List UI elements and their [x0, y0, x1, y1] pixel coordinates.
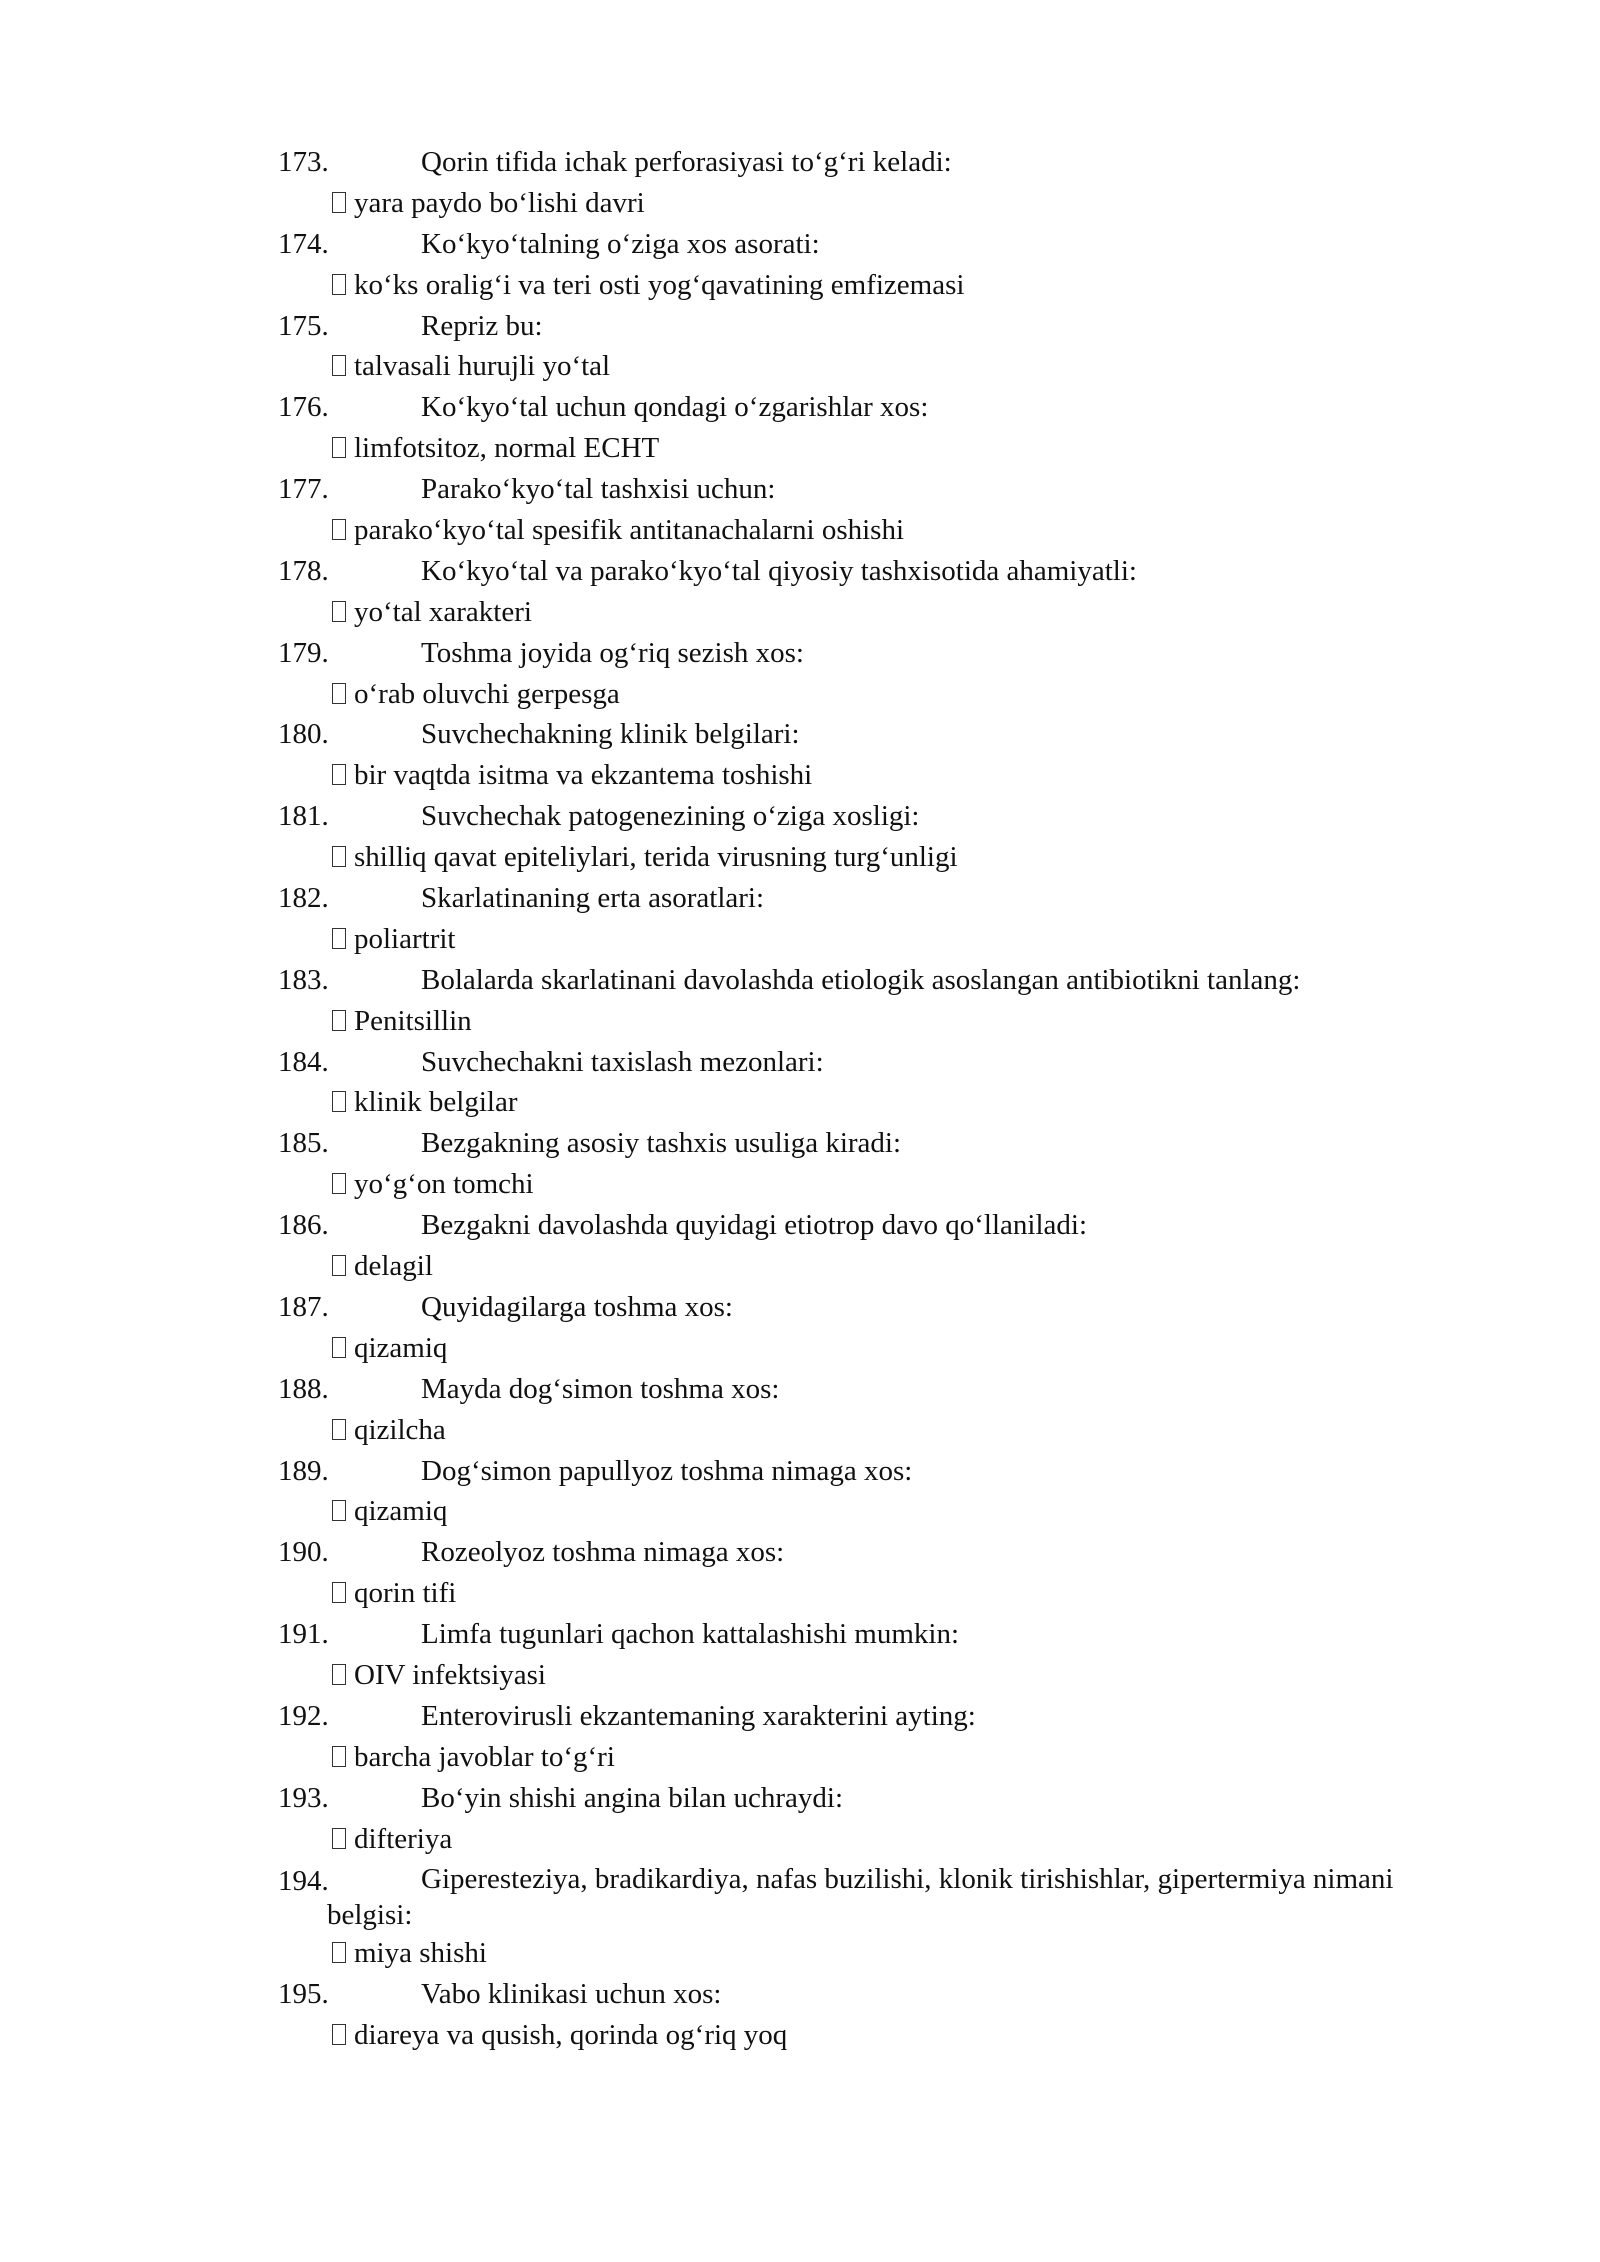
checkbox-icon: [332, 1337, 346, 1358]
question-number: 179.: [278, 636, 329, 669]
answer-row: [0, 1933, 1600, 1974]
question-item: [0, 878, 1600, 960]
checkbox-icon: [332, 764, 346, 785]
question-item: [0, 142, 1600, 224]
question-item: [0, 1205, 1600, 1287]
question-number: 195.: [278, 1978, 329, 2011]
question-item: [0, 387, 1600, 469]
question-number: 185.: [278, 1127, 329, 1160]
question-number: 193.: [278, 1781, 329, 1814]
question-item: [0, 714, 1600, 796]
question-text: Ko‘kyo‘tal va parako‘kyo‘tal qiyosiy tashxisotida ahamiyatli:: [421, 554, 1137, 587]
answer-text: yo‘tal xarakteri: [354, 595, 532, 628]
answer-row: [0, 1410, 1600, 1451]
checkbox-icon: [332, 1255, 346, 1276]
checkbox-icon: [332, 519, 346, 540]
question-text: Dog‘simon papullyoz toshma nimaga xos:: [421, 1454, 913, 1487]
checkbox-icon: [332, 1828, 346, 1849]
checkbox-icon: [332, 683, 346, 704]
question-number: 174.: [278, 227, 329, 260]
question-item: [0, 1532, 1600, 1614]
answer-row: [0, 428, 1600, 469]
answer-row: [0, 837, 1600, 878]
checkbox-icon: [332, 1942, 346, 1963]
question-item: [0, 1042, 1600, 1124]
checkbox-icon: [332, 1173, 346, 1194]
answer-row: [0, 674, 1600, 715]
checkbox-icon: [332, 437, 346, 458]
question-text: Bo‘yin shishi angina bilan uchraydi:: [421, 1781, 844, 1814]
question-row: [0, 714, 1600, 755]
answer-text: barcha javoblar to‘g‘ri: [354, 1740, 615, 1773]
answer-text: shilliq qavat epiteliylari, terida virusning turg‘unligi: [354, 841, 958, 874]
question-number: 190.: [278, 1536, 329, 1569]
answer-text: qizilcha: [354, 1413, 446, 1446]
answer-row: [0, 919, 1600, 960]
question-text: Ko‘kyo‘talning o‘ziga xos asorati:: [421, 227, 820, 260]
question-number: 187.: [278, 1290, 329, 1323]
question-text: Toshma joyida og‘riq sezish xos:: [421, 636, 804, 669]
question-number: 194.: [278, 1865, 329, 1898]
question-number: 180.: [278, 718, 329, 751]
question-row: [0, 469, 1600, 510]
question-text: Repriz bu:: [421, 309, 543, 342]
question-text: Bezgakning asosiy tashxis usuliga kiradi:: [421, 1127, 902, 1160]
question-row: [0, 224, 1600, 265]
checkbox-icon: [332, 1010, 346, 1031]
checkbox-icon: [332, 601, 346, 622]
question-number: 184.: [278, 1045, 329, 1078]
question-number: 191.: [278, 1618, 329, 1651]
checkbox-icon: [332, 355, 346, 376]
question-number: 173.: [278, 146, 329, 178]
question-row: [0, 960, 1600, 1001]
question-text: Ko‘kyo‘tal uchun qondagi o‘zgarishlar xos:: [421, 391, 929, 424]
question-text: Parako‘kyo‘tal tashxisi uchun:: [421, 473, 776, 506]
answer-row: [0, 1655, 1600, 1696]
checkbox-icon: [332, 1746, 346, 1767]
answer-text: bir vaqtda isitma va ekzantema toshishi: [354, 759, 813, 792]
question-item: [0, 551, 1600, 633]
question-item: [0, 224, 1600, 306]
question-item: [0, 1778, 1600, 1860]
checkbox-icon: [332, 1664, 346, 1685]
question-row: [0, 1696, 1600, 1737]
answer-row: [0, 1737, 1600, 1778]
question-number: 188.: [278, 1372, 329, 1405]
question-text: Enterovirusli ekzantemaning xarakterini ayting:: [421, 1699, 976, 1732]
answer-row: [0, 183, 1600, 224]
question-item: [0, 306, 1600, 388]
checkbox-icon: [332, 846, 346, 867]
question-number: 182.: [278, 882, 329, 915]
question-text: Quyidagilarga toshma xos:: [421, 1290, 733, 1323]
question-row: [0, 1369, 1600, 1410]
question-row: [0, 633, 1600, 674]
question-row: [0, 551, 1600, 592]
question-item: [0, 1369, 1600, 1451]
question-item: [0, 1614, 1600, 1696]
checkbox-icon: [332, 2024, 346, 2045]
question-number: 192.: [278, 1699, 329, 1732]
checkbox-icon: [332, 1582, 346, 1603]
answer-text: klinik belgilar: [354, 1086, 518, 1119]
question-item: [0, 1287, 1600, 1369]
question-number: 175.: [278, 309, 329, 342]
checkbox-icon: [332, 274, 346, 295]
answer-row: [0, 1491, 1600, 1532]
question-number: 178.: [278, 554, 329, 587]
question-row: [0, 1778, 1600, 1819]
answer-row: [0, 1082, 1600, 1123]
checkbox-icon: [332, 1500, 346, 1521]
checkbox-icon: [332, 1419, 346, 1440]
answer-row: [0, 592, 1600, 633]
answer-text: parako‘kyo‘tal spesifik antitanachalarni oshishi: [354, 514, 905, 547]
question-text: Suvchechakning klinik belgilari:: [421, 718, 800, 751]
question-text: Limfa tugunlari qachon kattalashishi mumkin:: [421, 1618, 960, 1651]
question-text: Giperesteziya, bradikardiya, nafas buzilishi, klonik tirishishlar, gipertermiya nimani belgisi:: [327, 1863, 1394, 1932]
answer-text: talvasali hurujli yo‘tal: [354, 350, 611, 383]
question-item: [0, 960, 1600, 1042]
checkbox-icon: [332, 1091, 346, 1112]
question-row: [0, 1532, 1600, 1573]
answer-text: limfotsitoz, normal ECHT: [354, 432, 660, 465]
answer-row: [0, 2015, 1600, 2056]
question-number: 189.: [278, 1454, 329, 1487]
answer-row: [0, 1164, 1600, 1205]
answer-row: [0, 1328, 1600, 1369]
question-text: Suvchechakni taxislash mezonlari:: [421, 1045, 824, 1078]
question-text: Bolalarda skarlatinani davolashda etiologik asoslangan antibiotikni tanlang:: [421, 963, 1301, 996]
answer-row: [0, 1246, 1600, 1287]
question-row: [0, 387, 1600, 428]
question-row: [0, 1205, 1600, 1246]
question-number: 186.: [278, 1209, 329, 1242]
question-row: [0, 1859, 1600, 1933]
answer-row: [0, 265, 1600, 306]
question-text: Skarlatinaning erta asoratlari:: [421, 882, 765, 915]
answer-row: [0, 755, 1600, 796]
answer-text: qizamiq: [354, 1495, 448, 1528]
question-row: [0, 1974, 1600, 2015]
question-row: [0, 796, 1600, 837]
question-text: Mayda dog‘simon toshma xos:: [421, 1372, 780, 1405]
answer-text: ko‘ks oralig‘i va teri osti yog‘qavatining emfizemasi: [354, 268, 965, 301]
question-item: [0, 796, 1600, 878]
question-row: [0, 1451, 1600, 1492]
answer-text: yo‘g‘on tomchi: [354, 1168, 534, 1201]
question-row: [0, 1042, 1600, 1083]
question-row: [0, 1287, 1600, 1328]
question-text: Vabo klinikasi uchun xos:: [421, 1978, 722, 2011]
question-row: [0, 306, 1600, 347]
answer-text: qorin tifi: [354, 1577, 457, 1610]
question-text: Rozeolyoz toshma nimaga xos:: [421, 1536, 785, 1569]
question-item: [0, 1859, 1600, 1974]
answer-text: diareya va qusish, qorinda og‘riq yoq: [354, 2019, 788, 2052]
answer-text: poliartrit: [354, 922, 456, 955]
checkbox-icon: [332, 192, 346, 213]
question-number: 177.: [278, 473, 329, 506]
answer-row: [0, 346, 1600, 387]
answer-text: difteriya: [354, 1822, 453, 1855]
question-item: [0, 469, 1600, 551]
answer-row: [0, 1819, 1600, 1860]
question-number: 183.: [278, 963, 329, 996]
question-item: [0, 1974, 1600, 2056]
question-item: [0, 1123, 1600, 1205]
question-text: Qorin tifida ichak perforasiyasi to‘g‘ri keladi:: [421, 146, 952, 178]
answer-text: yara paydo bo‘lishi davri: [354, 186, 645, 219]
question-text: Bezgakni davolashda quyidagi etiotrop davo qo‘llaniladi:: [421, 1209, 1088, 1242]
question-number: 176.: [278, 391, 329, 424]
answer-row: [0, 1573, 1600, 1614]
question-item: [0, 1451, 1600, 1533]
question-row: [0, 1123, 1600, 1164]
answer-text: o‘rab oluvchi gerpesga: [354, 677, 620, 710]
question-text: Suvchechak patogenezining o‘ziga xosligi:: [421, 800, 920, 833]
answer-row: [0, 1001, 1600, 1042]
question-number: 181.: [278, 800, 329, 833]
answer-text: delagil: [354, 1250, 433, 1283]
question-item: [0, 1696, 1600, 1778]
question-row: [0, 1614, 1600, 1655]
answer-text: miya shishi: [354, 1937, 487, 1970]
answer-text: qizamiq: [354, 1331, 448, 1364]
checkbox-icon: [332, 928, 346, 949]
question-item: [0, 633, 1600, 715]
answer-text: OIV infektsiyasi: [354, 1658, 546, 1691]
question-row: [0, 142, 1600, 183]
answer-row: [0, 510, 1600, 551]
document-page: [0, 142, 1600, 2056]
question-row: [0, 878, 1600, 919]
answer-text: Penitsillin: [354, 1004, 472, 1037]
